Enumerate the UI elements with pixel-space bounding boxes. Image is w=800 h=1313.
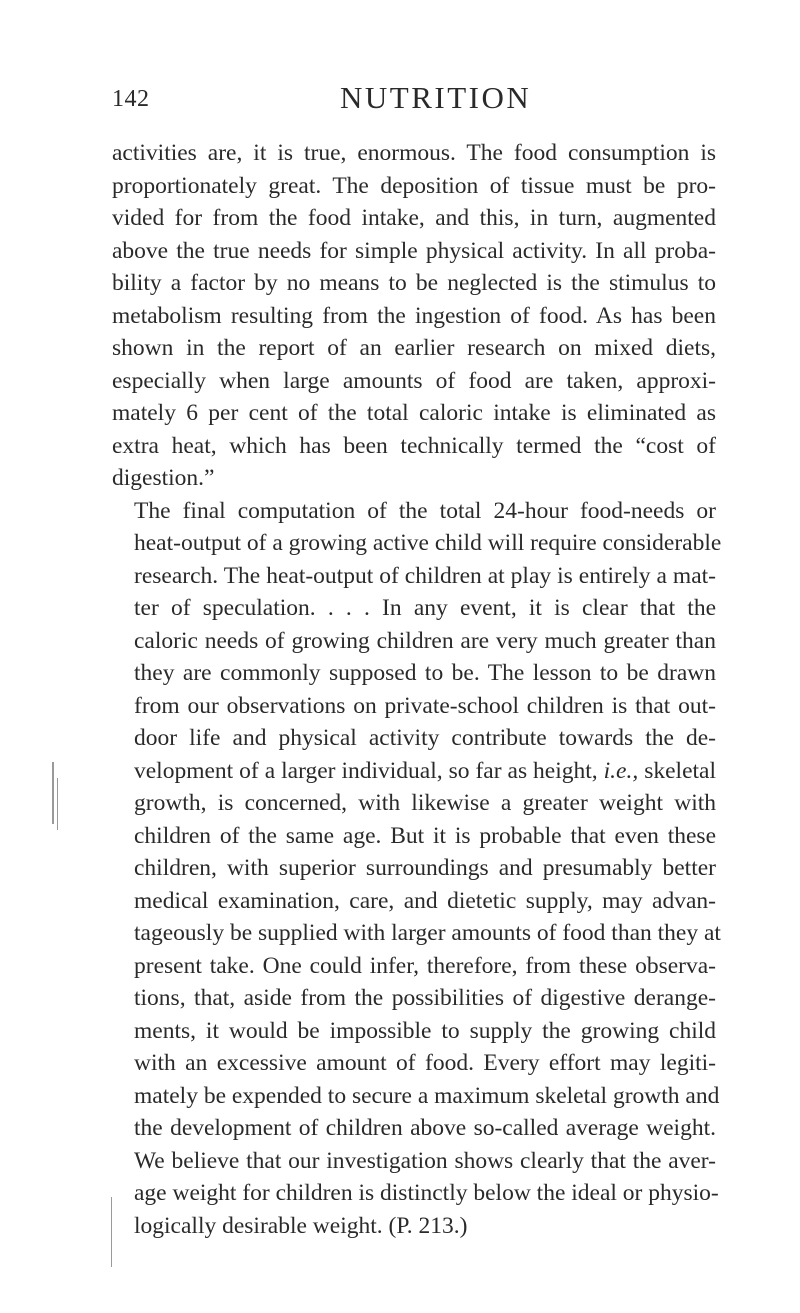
text-line: medical examination, care, and dietetic supply, may advan- xyxy=(134,887,716,914)
text-line: The final computation of the total 24-hour food-needs or xyxy=(134,497,716,524)
text-line: children of the same age. But it is probable that even these xyxy=(134,822,716,849)
text-line: from our observations on private-school children is that out- xyxy=(134,692,716,719)
text-line: tageously be supplied with larger amounts of food than they at xyxy=(134,920,721,946)
text-line: shown in the report of an earlier research on mixed diets, xyxy=(112,335,716,361)
running-head: NUTRITION xyxy=(340,80,532,115)
page-number: 142 xyxy=(112,86,150,112)
text-line: above the true needs for simple physical activity. In all proba- xyxy=(112,237,716,264)
text-line: the development of children above so-called average weight. xyxy=(134,1115,716,1141)
text-line: research. The heat-output of children at play is entirely a mat- xyxy=(134,562,716,589)
text-line: children, with superior surroundings and presumably better xyxy=(134,855,716,881)
scan-margin-mark xyxy=(57,778,58,830)
text-line: digestion.” xyxy=(112,465,215,491)
text-line: mately 6 per cent of the total caloric intake is eliminated as xyxy=(112,400,716,426)
text-line: with an excessive amount of food. Every effort may legiti- xyxy=(134,1050,716,1076)
text-line: caloric needs of growing children are very much greater than xyxy=(134,627,716,654)
page-header xyxy=(112,80,716,124)
scan-margin-mark xyxy=(111,1197,112,1267)
text-line: proportionately great. The deposition of tissue must be pro- xyxy=(112,172,716,199)
text-line: present take. One could infer, therefore, from these observa- xyxy=(134,952,716,979)
text-line: door life and physical activity contribute towards the de- xyxy=(134,725,716,751)
text-line: metabolism resulting from the ingestion of food. As has been xyxy=(112,302,716,329)
text-line: age weight for children is distinctly below the ideal or physio- xyxy=(134,1180,719,1206)
paragraph xyxy=(112,137,716,495)
text-line: tions, that, aside from the possibilities of digestive derange- xyxy=(134,985,716,1011)
italic-abbreviation: i.e., xyxy=(603,757,639,784)
text-line: logically desirable weight. (P. 213.) xyxy=(134,1212,468,1239)
text-line: heat-output of a growing active child will require considerable xyxy=(134,530,722,556)
text-line: growth, is concerned, with likewise a greater weight with xyxy=(134,790,716,816)
text-line: mately be expended to secure a maximum skeletal growth and xyxy=(134,1082,720,1109)
text-line: especially when large amounts of food are taken, approxi- xyxy=(112,367,716,394)
text-line: vided for from the food intake, and this, in turn, augmented xyxy=(112,205,716,231)
text-line: bility a factor by no means to be neglected is the stimulus to xyxy=(112,270,716,296)
text-line: extra heat, which has been technically termed the “cost of xyxy=(112,432,716,459)
body-text xyxy=(112,137,722,1242)
text-line: they are commonly supposed to be. The lesson to be drawn xyxy=(134,660,716,686)
text-line: velopment of a larger individual, so far as height, i.e., skeletal xyxy=(134,757,716,784)
text-line: activities are, it is true, enormous. The food consumption is xyxy=(112,140,716,166)
paragraph xyxy=(112,495,722,1243)
text-line: ter of speculation. . . . In any event, it is clear that the xyxy=(134,595,716,621)
text-line: We believe that our investigation shows clearly that the aver- xyxy=(134,1147,716,1174)
text-line: ments, it would be impossible to supply the growing child xyxy=(134,1017,716,1044)
scan-margin-mark xyxy=(52,762,54,824)
